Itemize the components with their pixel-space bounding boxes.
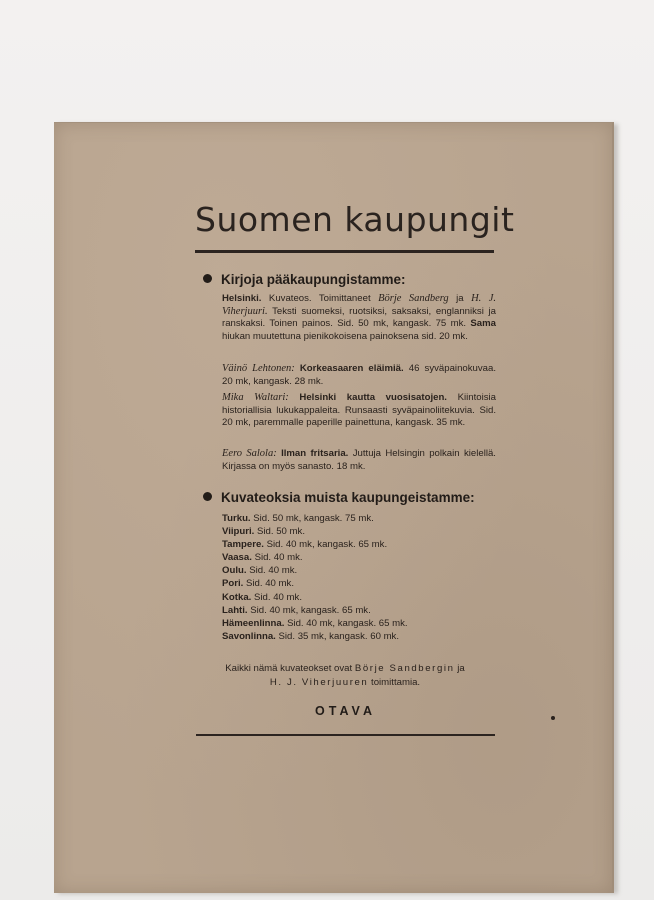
list-item <box>222 617 502 630</box>
title-rule <box>195 250 494 253</box>
entry-text: hiukan muutettuna pienikokoisena painoksena sid. 20 mk. <box>222 330 468 342</box>
note-name: H. J. Viherjuuren <box>269 677 369 688</box>
list-item <box>222 564 502 577</box>
section-heading-cities-label: Kuvateoksia muista kaupungeistamme: <box>221 490 475 505</box>
city-name: Kotka. <box>222 591 252 603</box>
city-name: Lahti. <box>222 604 248 616</box>
note-text: ja <box>454 663 465 674</box>
entry-text: Teksti suomeksi, ruotsiksi, saksaksi, englanniksi ja ranskaksi. Toinen painos. Sid. 50 mk, kangask. 75 mk. <box>222 305 496 330</box>
list-item <box>222 630 502 643</box>
entry-author: Väinö Lehtonen: <box>222 363 295 374</box>
bullet-icon <box>203 274 212 283</box>
city-price: Sid. 50 mk, kangask. 75 mk. <box>253 513 374 524</box>
city-price: Sid. 40 mk. <box>249 565 298 577</box>
city-price: Sid. 40 mk. <box>254 591 302 603</box>
section-heading-capital <box>203 272 406 287</box>
list-item <box>222 604 502 617</box>
city-name: Vaasa. <box>222 552 252 564</box>
entry-korkeasaari <box>222 363 496 389</box>
list-item <box>222 591 502 604</box>
list-item <box>222 512 502 525</box>
city-name: Oulu. <box>222 565 247 577</box>
ink-speck <box>551 716 555 720</box>
city-name: Hämeenlinna. <box>222 617 285 629</box>
list-item <box>222 551 502 564</box>
city-name: Turku. <box>222 513 251 524</box>
list-item <box>222 538 502 551</box>
entry-author: Eero Salola: <box>222 448 277 459</box>
bullet-icon <box>203 492 212 501</box>
entry-text: ja <box>448 293 472 304</box>
entry-title: Sama <box>470 318 496 330</box>
city-list <box>222 512 502 643</box>
city-price: Sid. 40 mk, kangask. 65 mk. <box>266 539 388 551</box>
entry-waltari <box>222 392 496 431</box>
city-name: Pori. <box>222 578 244 590</box>
entry-text: Kiintoisia historiallisia lukukappaleita. Runsaasti syväpainoliitekuvia. Sid. 20 mk, paremmalle paperille painettuna, kangask. 35 mk. <box>222 392 496 429</box>
entry-salola <box>222 448 496 474</box>
city-price: Sid. 40 mk, kangask. 65 mk. <box>287 617 408 629</box>
city-price: Sid. 40 mk, kangask. 65 mk. <box>250 604 371 616</box>
entry-editor: Börje Sandberg <box>378 293 449 304</box>
bottom-rule <box>196 734 495 736</box>
list-item <box>222 577 502 590</box>
entry-author: Mika Waltari: <box>222 392 289 403</box>
editors-note <box>190 662 500 690</box>
section-heading-cities <box>203 490 475 505</box>
entry-title: Helsinki kautta vuosisatojen. <box>299 392 447 403</box>
entry-title: Helsinki. <box>222 293 262 304</box>
city-name: Tampere. <box>222 539 264 551</box>
city-name: Savonlinna. <box>222 630 276 642</box>
entry-helsinki <box>222 293 496 344</box>
note-text: toimittamia. <box>368 677 421 688</box>
editors-note-line1 <box>190 662 500 676</box>
city-price: Sid. 35 mk, kangask. 60 mk. <box>278 630 400 642</box>
page-title: Suomen kaupungit <box>195 200 515 239</box>
entry-text: 46 syväpainokuvaa. 20 mk, kangask. 28 mk. <box>222 363 497 387</box>
note-text: Kaikki nämä kuvateokset ovat <box>225 663 355 674</box>
publisher-name: OTAVA <box>315 704 376 718</box>
editors-note-line2 <box>190 676 500 690</box>
city-name: Viipuri. <box>222 526 255 538</box>
entry-text: Juttuja Helsingin polkain kielellä. Kirjassa on myös sanasto. 18 mk. <box>222 448 496 472</box>
entry-editor: H. J. Viherjuuri. <box>222 293 496 317</box>
entry-text: Kuvateos. Toimittaneet <box>261 293 379 304</box>
city-price: Sid. 40 mk. <box>254 552 303 564</box>
note-name: Börje Sandbergin <box>354 663 455 674</box>
entry-title: Korkeasaaren eläimiä. <box>299 363 404 374</box>
list-item <box>222 525 502 538</box>
section-heading-capital-label: Kirjoja pääkaupungistamme: <box>221 272 406 287</box>
city-price: Sid. 50 mk. <box>257 526 306 538</box>
city-price: Sid. 40 mk. <box>246 578 294 590</box>
entry-title: Ilman fritsaria. <box>281 448 349 459</box>
